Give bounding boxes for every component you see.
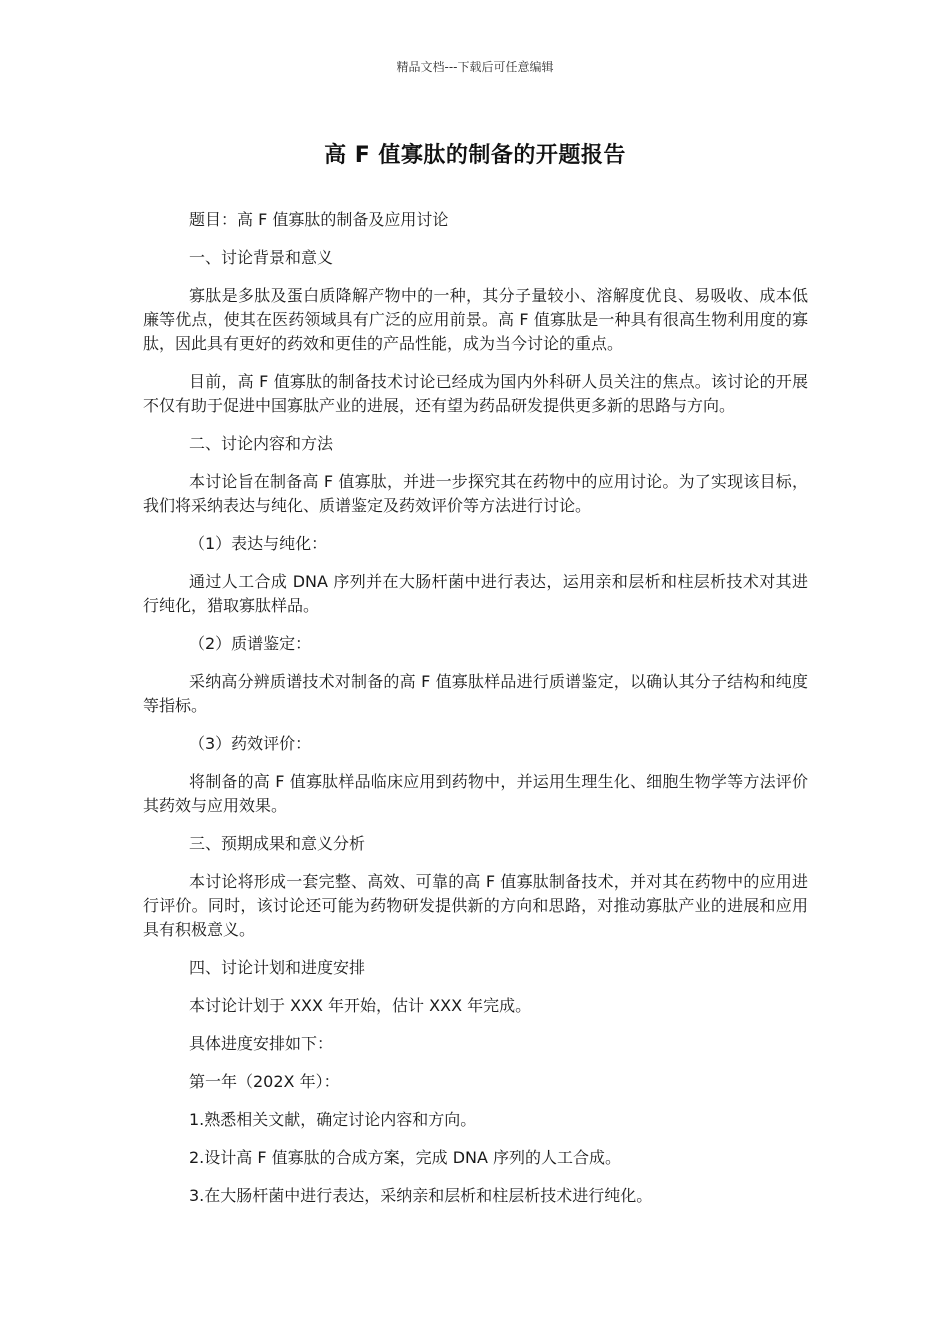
- section-heading-1: 一、讨论背景和意义: [189, 248, 334, 267]
- section-heading-4: 四、讨论计划和进度安排: [189, 958, 366, 977]
- header-note: 精品文档---下载后可任意编辑: [396, 60, 554, 74]
- paragraph: 目前，高 F 值寡肽的制备技术讨论已经成为国内外科研人员关注的焦点。该讨论的开展不仅有助于促进中国寡肽产业的进展，还有望为药品研发提供更多新的思路与方向。: [143, 372, 808, 415]
- paragraph-topic: 题目：高 F 值寡肽的制备及应用讨论: [189, 210, 449, 229]
- list-item: 3.在大肠杆菌中进行表达，采纳亲和层析和柱层析技术进行纯化。: [189, 1186, 653, 1205]
- paragraph: 本讨论计划于 XXX 年开始，估计 XXX 年完成。: [189, 996, 532, 1015]
- paragraph: 寡肽是多肽及蛋白质降解产物中的一种，其分子量较小、溶解度优良、易吸收、成本低廉等优点，使其在医药领域具有广泛的应用前景。高 F 值寡肽是一种具有很高生物利用度的寡肽，因此具有更好的药效和更佳的产品性能，成为当今讨论的重点。: [143, 286, 808, 353]
- section-heading-2: 二、讨论内容和方法: [189, 434, 334, 453]
- sub-heading: （3）药效评价：: [189, 734, 312, 753]
- sub-heading: （1）表达与纯化：: [189, 534, 328, 553]
- paragraph: 采纳高分辨质谱技术对制备的高 F 值寡肽样品进行质谱鉴定，以确认其分子结构和纯度等指标。: [143, 672, 808, 715]
- section-heading-3: 三、预期成果和意义分析: [189, 834, 366, 853]
- document-body: [143, 208, 808, 1222]
- paragraph: 第一年（202X 年）：: [189, 1072, 340, 1091]
- paragraph: 通过人工合成 DNA 序列并在大肠杆菌中进行表达，运用亲和层析和柱层析技术对其进行纯化，猎取寡肽样品。: [143, 572, 808, 615]
- sub-heading: （2）质谱鉴定：: [189, 634, 312, 653]
- paragraph: 将制备的高 F 值寡肽样品临床应用到药物中，并运用生理生化、细胞生物学等方法评价其药效与应用效果。: [143, 772, 808, 815]
- document-title: 高 F 值寡肽的制备的开题报告: [324, 143, 626, 168]
- list-item: 1.熟悉相关文献，确定讨论内容和方向。: [189, 1110, 477, 1129]
- list-item: 2.设计高 F 值寡肽的合成方案，完成 DNA 序列的人工合成。: [189, 1148, 622, 1167]
- paragraph: 本讨论旨在制备高 F 值寡肽，并进一步探究其在药物中的应用讨论。为了实现该目标，我们将采纳表达与纯化、质谱鉴定及药效评价等方法进行讨论。: [143, 472, 808, 515]
- paragraph: 本讨论将形成一套完整、高效、可靠的高 F 值寡肽制备技术，并对其在药物中的应用进行评价。同时，该讨论还可能为药物研发提供新的方向和思路，对推动寡肽产业的进展和应用具有积极意义。: [143, 872, 808, 939]
- paragraph: 具体进度安排如下：: [189, 1034, 334, 1053]
